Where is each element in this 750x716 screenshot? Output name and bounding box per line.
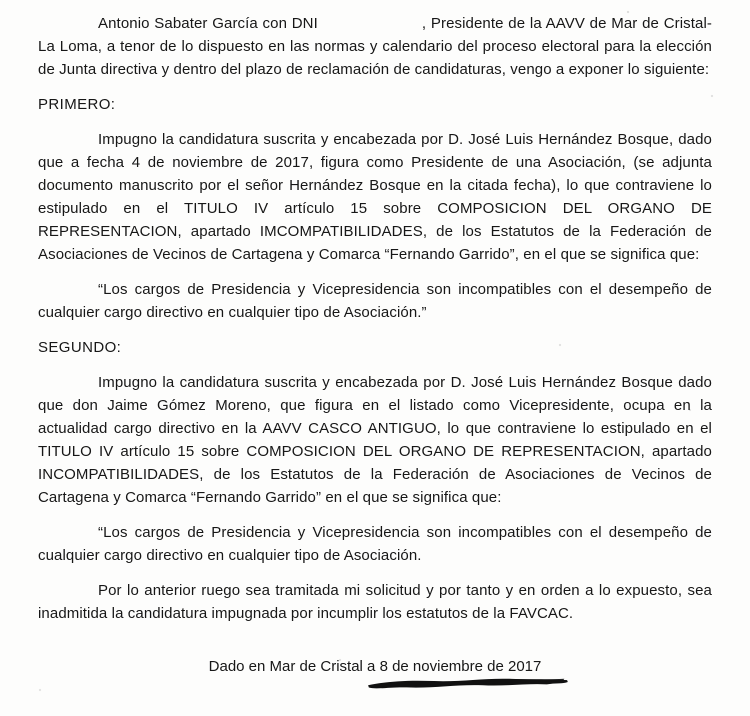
- section-primero-body: Impugno la candidatura suscrita y encabezada por D. José Luis Hernández Bosque, dado que a fecha 4 de noviembre de 2017, figura como Presidente de una Asociación, (se adjunta documento manuscrito por el señor Hernández Bosque en la citada fecha), lo que contraviene lo estipulado en el TITULO IV artículo 15 sobre COMPOSICION DEL ORGANO DE REPRESENTACION, apartado IMCOMPATIBILIDADES, de los Estatutos de la Federación de Asociaciones de Vecinos de Cartagena y Comarca “Fernando Garrido”, en el que se significa que:: [38, 131, 712, 263]
- intro-text-pre-dni: Antonio Sabater García con DNI: [98, 15, 318, 32]
- section-segundo-quote: “Los cargos de Presidencia y Vicepresidencia son incompatibles con el desempeño de cualquier cargo directivo en cualquier tipo de Asociación.: [38, 524, 712, 564]
- dateline-date: 8 de noviembre de 2017: [379, 658, 542, 675]
- scribble-stroke-overlay: [379, 677, 564, 687]
- dateline-date-wrap: [380, 655, 542, 678]
- section-primero-quote: “Los cargos de Presidencia y Vicepresidencia son incompatibles con el desempeño de cualquier cargo directivo en cualquier tipo de Asociación.”: [38, 281, 712, 321]
- section-heading-segundo: SEGUNDO:: [38, 339, 122, 356]
- scribble-stroke: [368, 676, 568, 689]
- document-body: [38, 12, 712, 678]
- section-segundo-body: Impugno la candidatura suscrita y encabezada por D. José Luis Hernández Bosque dado que don Jaime Gómez Moreno, que figura en el listado como Vicepresidente, ocupa en la actualidad cargo directivo en la AAVV CASCO ANTIGUO, lo que contraviene lo estipulado en el TITULO IV artículo 15 sobre COMPOSICION DEL ORGANO DE REPRESENTACION, apartado INCOMPATIBILIDADES, de los Estatutos de la Federación de Asociaciones de Vecinos de Cartagena y Comarca “Fernando Garrido” en el que se significa que:: [38, 374, 712, 506]
- intro-text-post-dni: , Presidente de la AAVV de Mar de Cristal-La Loma, a tenor de lo dispuesto en las normas y calendario del proceso electoral para la elección de Junta directiva y dentro del plazo de reclamación de candidaturas, vengo a exponer lo siguiente:: [38, 15, 712, 78]
- section-heading-primero: PRIMERO:: [38, 96, 116, 113]
- dateline-text-pre: Dado en Mar de Cristal a: [208, 658, 380, 675]
- closing-paragraph: Por lo anterior ruego sea tramitada mi solicitud y por tanto y en orden a lo expuesto, sea inadmitida la candidatura impugnada por incumplir los estatutos de la FAVCAC.: [38, 582, 712, 622]
- dateline: [38, 655, 712, 678]
- intro-paragraph: [38, 12, 712, 81]
- dni-redacted-gap: [318, 27, 422, 28]
